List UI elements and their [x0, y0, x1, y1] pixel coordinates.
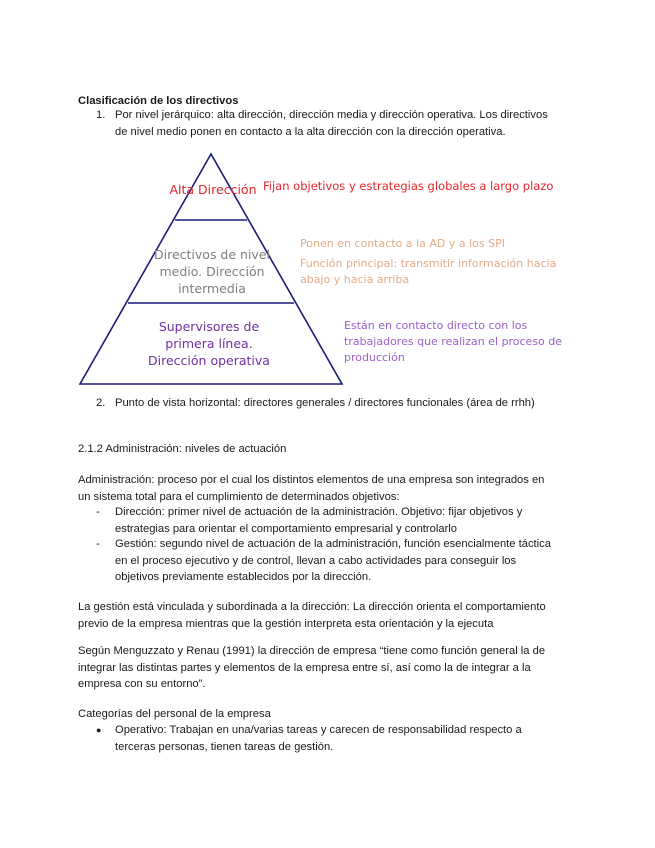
text-line: Función principal: transmitir información hacia — [300, 257, 557, 270]
list-marker: 1. — [96, 109, 106, 121]
list-item-text — [115, 536, 585, 586]
text-line: trabajadores que realizan el proceso de — [344, 335, 563, 348]
note-top: Fijan objetivos y estrategias globales a largo plazo — [263, 179, 554, 193]
text-line: Supervisores de — [158, 319, 260, 334]
text-line: empresa con su entorno”. — [78, 678, 206, 690]
list-marker: 2. — [96, 397, 106, 409]
text-line: en el proceso ejecutivo y de control, llevan a cabo actividades para conseguir los — [115, 554, 517, 567]
list-marker: - — [96, 538, 100, 550]
list-marker: - — [96, 506, 100, 518]
bullet-icon: ● — [96, 725, 102, 735]
text-line: de nivel medio ponen en contacto a la alta dirección con la dirección operativa. — [115, 125, 506, 138]
subsection-heading: 2.1.2 Administración: niveles de actuación — [78, 443, 287, 455]
text-line: estrategias para orientar el comportamiento empresarial y controlarlo — [115, 522, 457, 535]
level-bottom-label — [148, 319, 270, 368]
text-line: objetivos previamente establecidos por la dirección. — [115, 571, 372, 583]
text-line: producción — [344, 351, 405, 364]
text-line: Gestión: segundo nivel de actuación de la administración, función esencialmente táctica — [115, 538, 551, 550]
list-item-text — [115, 722, 585, 755]
text-line: Dirección: primer nivel de actuación de la administración. Objetivo: fijar objetivos y — [115, 506, 523, 518]
text-line: Administración: proceso por el cual los distintos elementos de una empresa son integrados en — [78, 474, 545, 486]
text-line: Por nivel jerárquico: alta dirección, dirección media y dirección operativa. Los directivos — [115, 109, 548, 121]
relation-paragraph — [78, 599, 578, 632]
text-line: previo de la empresa mientras que la gestión interpreta esta orientación y la ejecuta — [78, 617, 494, 630]
list-item-text — [115, 504, 585, 537]
text-line: Directivos de nivel — [154, 247, 270, 262]
text-line: Operativo: Trabajan en una/varias tareas y carecen de responsabilidad respecto a — [115, 724, 522, 736]
text-line: abajo y hacia arriba — [300, 273, 410, 286]
text-line: primera línea. — [165, 336, 253, 351]
text-line: Según Menguzzato y Renau (1991) la dirección de empresa “tiene como función general la de — [78, 645, 546, 657]
categories-heading: Categorías del personal de la empresa — [78, 708, 271, 720]
pyramid-outline — [80, 154, 342, 384]
text-line: Están en contacto directo con los — [344, 319, 528, 332]
text-line: medio. Dirección — [159, 264, 265, 279]
section-heading: Clasificación de los directivos — [78, 95, 239, 107]
pyramid-triangle — [80, 154, 342, 384]
note-bottom — [344, 319, 562, 364]
text-line: La gestión está vinculada y subordinada a la dirección: La dirección orienta el comportamiento — [78, 601, 546, 613]
note-middle — [300, 237, 556, 286]
list-item-text: Punto de vista horizontal: directores generales / directores funcionales (área de rrhh) — [115, 397, 535, 409]
quote-paragraph — [78, 643, 578, 693]
text-line: integrar las distintas partes y elementos de la empresa entre sí, así como la de integrar a la — [78, 661, 531, 674]
level-top-label: Alta Dirección — [169, 182, 257, 197]
level-middle-label — [154, 247, 270, 296]
text-line: Dirección operativa — [148, 353, 270, 368]
text-line: intermedia — [178, 281, 246, 296]
list-item-text — [115, 107, 585, 140]
text-line: Ponen en contacto a la AD y a los SPI — [300, 237, 505, 250]
text-line: un sistema total para el cumplimiento de determinados objetivos: — [78, 490, 400, 503]
definition-paragraph — [78, 472, 578, 505]
text-line: terceras personas, tienen tareas de gestión. — [115, 740, 334, 753]
